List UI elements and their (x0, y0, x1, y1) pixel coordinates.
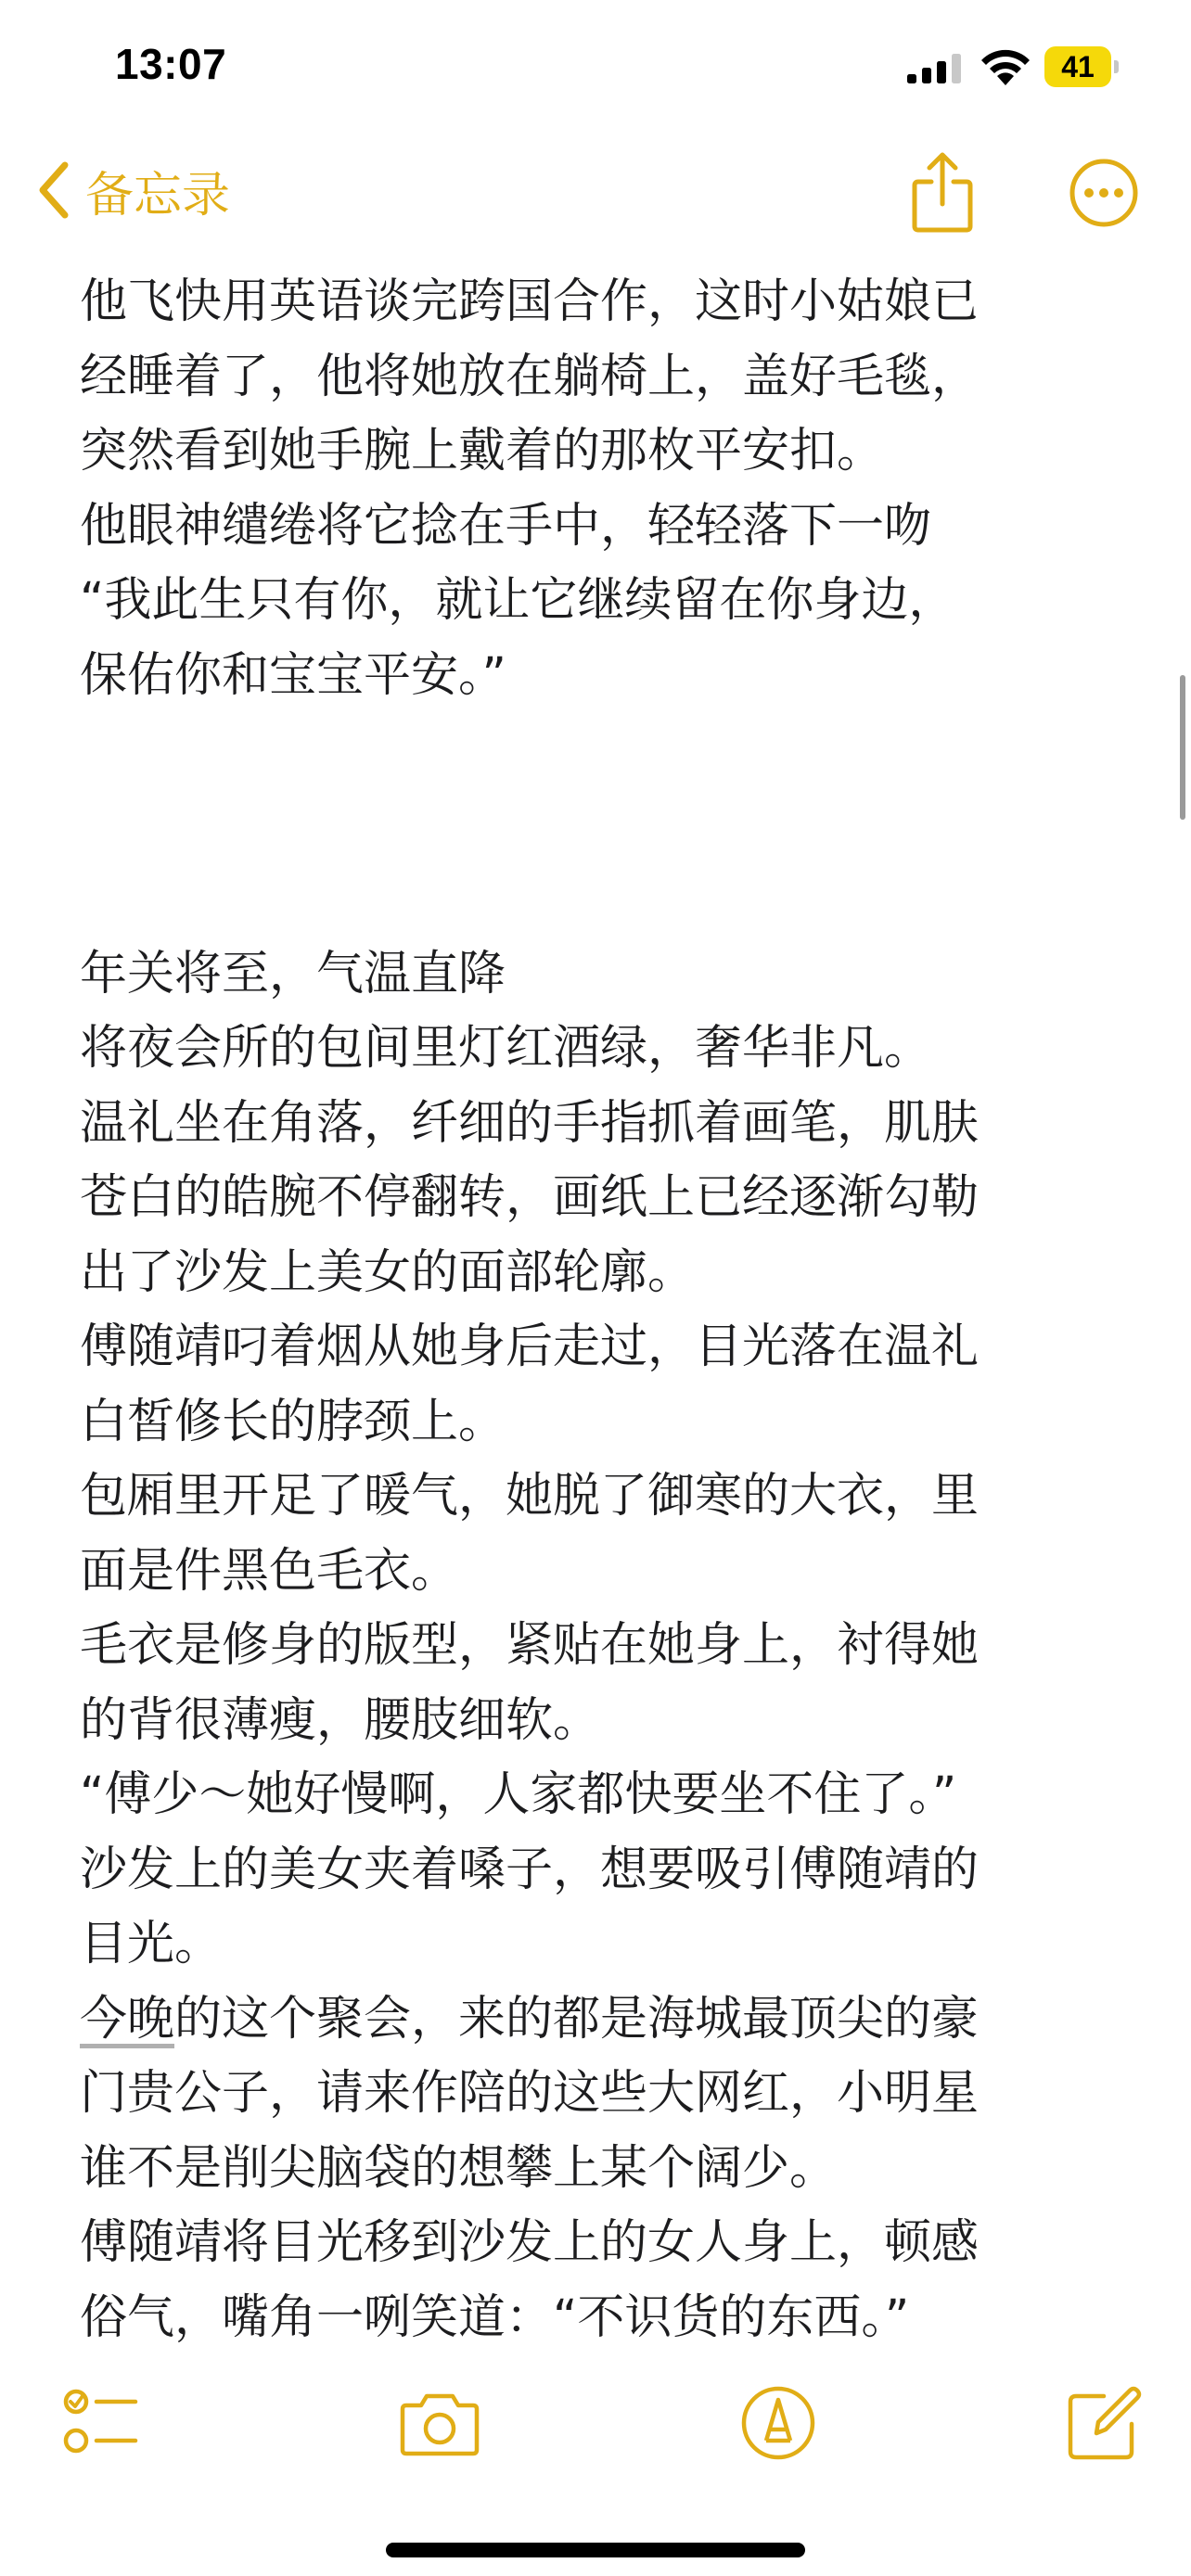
note-line-rest: 的这个聚会，来的都是海城最顶尖的豪 (174, 1991, 980, 2047)
share-icon[interactable] (909, 150, 976, 234)
note-line: 傅随靖叼着烟从她身后走过，目光落在温礼 (80, 1320, 980, 1374)
cellular-signal-icon (907, 54, 961, 83)
note-line: 他飞快用英语谈完跨国合作，这时小姑娘已 (80, 274, 980, 329)
note-line: “傅少～她好慢啊，人家都快要坐不住了。” (80, 1767, 957, 1822)
battery-cap (1114, 60, 1119, 73)
paragraph-2 (80, 937, 1128, 1983)
nav-bar (0, 139, 1191, 241)
note-line: 出了沙发上美女的面部轮廓。 (80, 1244, 696, 1300)
note-line: 将夜会所的包间里灯红酒绿，奢华非凡。 (80, 1021, 932, 1076)
note-body[interactable] (80, 265, 1128, 2355)
note-line: 门贵公子，请来作陪的这些大网红，小明星 (80, 2066, 980, 2121)
note-line: 谁不是削尖脑袋的想攀上某个阔少。 (80, 2140, 838, 2196)
note-line: 温礼坐在角落，纤细的手指抓着画笔，肌肤 (80, 1095, 980, 1151)
chevron-left-icon (35, 158, 72, 223)
blank-line (80, 862, 1128, 937)
note-line: “我此生只有你，就让它继续留在你身边， (80, 573, 956, 628)
note-line: 傅随靖将目光移到沙发上的女人身上，顿感 (80, 2215, 980, 2270)
back-button[interactable] (35, 158, 230, 223)
note-line: 经睡着了，他将她放在躺椅上，盖好毛毯， (80, 349, 980, 404)
markup-pen-icon[interactable] (738, 2383, 818, 2463)
paragraph-3 (80, 2057, 1128, 2355)
note-line: 目光。 (80, 1917, 223, 1971)
note-line: 俗气，嘴角一咧笑道：“不识货的东西。” (80, 2289, 910, 2345)
status-time: 13:07 (115, 40, 227, 88)
paragraph-1 (80, 265, 1128, 713)
note-line: 突然看到她手腕上戴着的那枚平安扣。 (80, 424, 885, 478)
back-button-label: 备忘录 (85, 167, 231, 223)
note-line: 的背很薄瘦，腰肢细软。 (80, 1692, 601, 1748)
note-line: 包厢里开足了暖气，她脱了御寒的大衣，里 (80, 1469, 980, 1524)
scroll-indicator[interactable] (1180, 675, 1185, 820)
note-line: 白皙修长的脖颈上。 (80, 1394, 506, 1449)
blank-line (80, 713, 1128, 788)
note-line: 沙发上的美女夹着嗓子，想要吸引傅随靖的 (80, 1842, 980, 1897)
camera-icon[interactable] (397, 2383, 482, 2463)
compose-icon[interactable] (1063, 2383, 1143, 2463)
note-line: 年关将至，气温直降 (80, 946, 506, 1001)
bottom-toolbar (0, 2374, 1191, 2485)
note-line: 他眼神缱绻将它捻在手中，轻轻落下一吻 (80, 498, 932, 554)
note-line: 苍白的皓腕不停翻转，画纸上已经逐渐勾勒 (80, 1170, 980, 1225)
note-line: 毛衣是修身的版型，紧贴在她身上，衬得她 (80, 1618, 980, 1673)
status-bar (0, 0, 1191, 130)
battery-icon (1044, 46, 1119, 87)
note-line: 面是件黑色毛衣。 (80, 1543, 459, 1599)
checklist-icon[interactable] (61, 2383, 141, 2463)
note-line-with-underline (80, 1983, 1128, 2058)
more-options-icon[interactable] (1069, 158, 1139, 228)
note-line: 保佑你和宝宝平安。” (80, 647, 506, 703)
wifi-icon (980, 48, 1031, 87)
battery-level: 41 (1044, 46, 1111, 87)
home-indicator[interactable] (386, 2543, 805, 2557)
underlined-word[interactable]: 今晚 (80, 1991, 175, 2047)
blank-line (80, 788, 1128, 863)
